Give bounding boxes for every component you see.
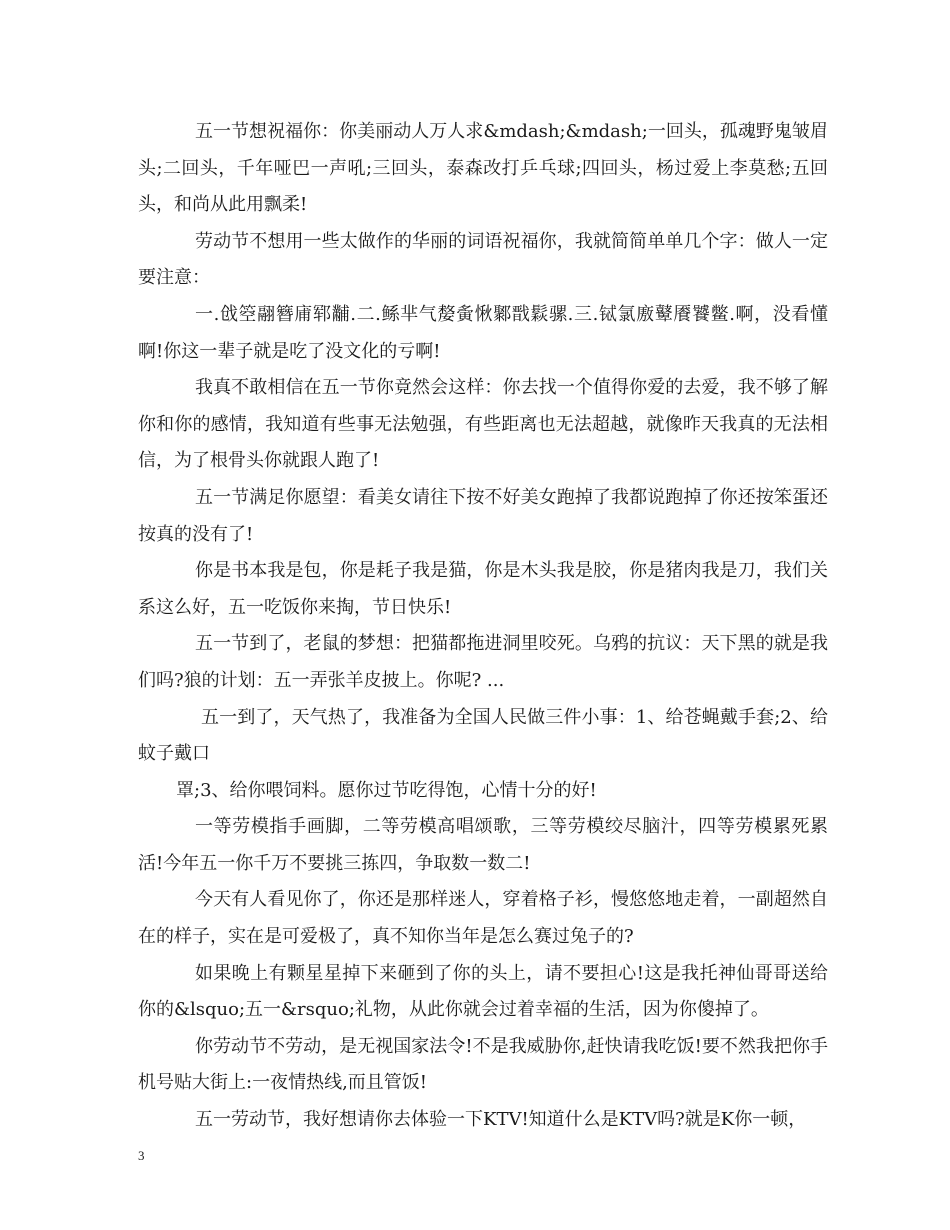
paragraph-4: 我真不敢相信在五一节你竟然会这样：你去找一个值得你爱的去爱，我不够了解你和你的感情，我知道有些事无法勉强，有些距离也无法超越，就像昨天我真的无法相信，为了根骨头你就跟人跑了! — [138, 377, 828, 472]
paragraph-9: 一等劳模指手画脚，二等劳模高唱颂歌，三等劳模绞尽脑汁，四等劳模累死累活!今年五一你千万不要挑三拣四，争取数一数二! — [138, 816, 828, 874]
page-number: 3 — [138, 1148, 145, 1163]
paragraph-12: 你劳动节不劳动，是无视国家法令!不是我威胁你,赶快请我吃饭!要不然我把你手机号贴大街上:一夜情热线,而且管饭! — [138, 1035, 828, 1094]
paragraph-2: 劳动节不想用一些太做作的华丽的词语祝福你，我就简简单单几个字：做人一定要注意： — [138, 230, 828, 289]
paragraph-11: 如果晚上有颗星星掉下来砸到了你的头上，请不要担心!这是我托神仙哥哥送给你的&lsquo;五一&rsquo;礼物，从此你就会过着幸福的生活，因为你傻掉了。 — [138, 962, 828, 1021]
paragraph-8-continuation: 罩;3、给你喂饲料。愿你过节吃得饱，心情十分的好! — [176, 779, 597, 801]
paragraph-1: 五一节想祝福你：你美丽动人万人求&mdash;&mdash;一回头，孤魂野鬼皱眉头;二回头，千年哑巴一声吼;三回头，泰森改打乒乓球;四回头，杨过爱上李莫愁;五回头，和尚从此用飘柔! — [138, 121, 828, 216]
paragraph-3: 一.戗箜翮簪庯郓黼.二.鲧芈气嫠夤愀鄹戬鬏骡.三.铽氯廒鼙餍饕鳖.啊，没看懂啊!你这一辈子就是吃了没文化的亏啊! — [138, 303, 828, 362]
paragraph-10: 今天有人看见你了，你还是那样迷人，穿着格子衫，慢悠悠地走着，一副超然自在的样子，实在是可爱极了，真不知你当年是怎么赛过兔子的? — [138, 889, 828, 948]
paragraph-8: 五一到了，天气热了，我准备为全国人民做三件小事：1、给苍蝇戴手套;2、给蚊子戴口 — [138, 706, 828, 765]
paragraph-13: 五一劳动节，我好想请你去体验一下KTV!知道什么是KTV吗?就是K你一顿， — [195, 1109, 807, 1131]
document-body — [138, 114, 828, 1139]
paragraph-7: 五一节到了，老鼠的梦想：把猫都拖进洞里咬死。乌鸦的抗议：天下黑的就是我们吗?狼的计划：五一弄张羊皮披上。你呢? ... — [138, 633, 828, 691]
paragraph-5: 五一节满足你愿望：看美女请往下按不好美女跑掉了我都说跑掉了你还按笨蛋还按真的没有了! — [138, 486, 828, 545]
paragraph-6: 你是书本我是包，你是耗子我是猫，你是木头我是胶，你是猪肉我是刀，我们关系这么好，五一吃饭你来掏，节日快乐! — [138, 560, 828, 618]
